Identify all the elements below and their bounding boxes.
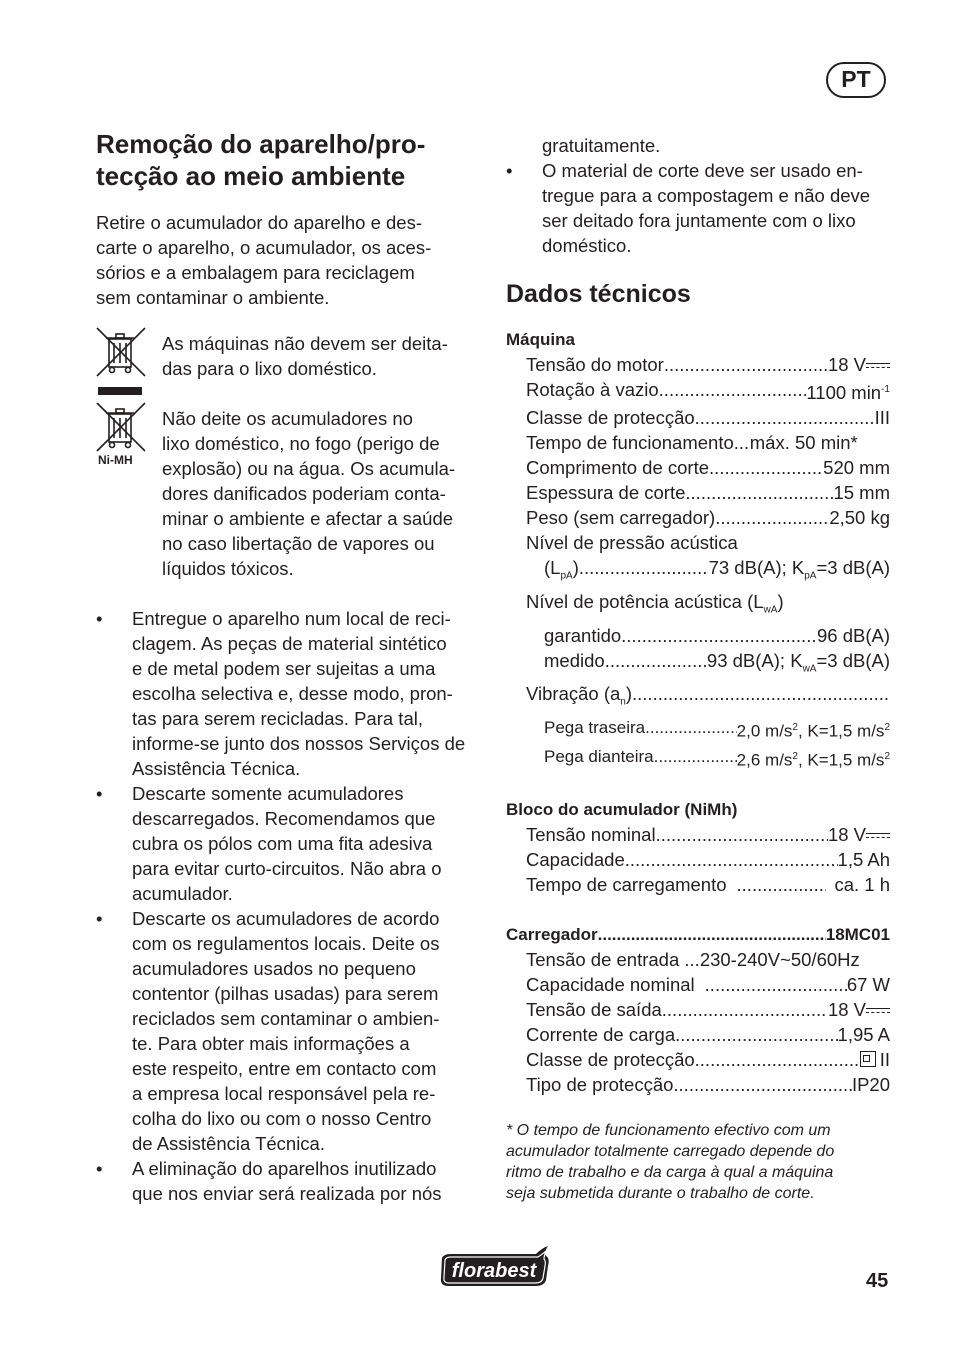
battery-notice: Ni-MH Não deite os acumuladores no lixo doméstico, no fogo (perigo de explosão) ou na água. Os acumula- dores danificados poderiam conta- minar o ambiente e afectar a saúde no caso libertação de vapores ou líquidos tóxicos. xyxy=(96,406,484,581)
spec-row xyxy=(506,430,890,455)
spec-row xyxy=(506,377,890,405)
logo-text: florabest xyxy=(451,1260,537,1282)
spec-label: Peso (sem carregador) xyxy=(526,507,716,529)
spec-label: Tipo de protecção xyxy=(526,1074,674,1096)
spec-row xyxy=(506,530,890,555)
spec-value: 2,0 $m/s^2$, K=1,5 $m/s^2$ xyxy=(736,721,890,741)
footnote: * O tempo de funcionamento efectivo com um acumulador totalmente carregado depende do ritmo de trabalho e da carga à qual a máquina seja submetida durante o trabalho de corte. xyxy=(506,1122,835,1203)
spec-label: Nível de pressão acústica xyxy=(526,532,738,554)
spec-label: Carregador xyxy=(506,925,598,945)
compost-bullet xyxy=(506,158,890,258)
spec-value: 15 mm xyxy=(833,482,890,504)
spec-row xyxy=(506,589,890,623)
spec-label: Corrente de carga xyxy=(526,1024,676,1046)
spec-value: 96 dB(A) xyxy=(816,624,890,646)
spec-row xyxy=(506,648,890,682)
spec-row xyxy=(506,681,890,715)
intro-paragraph: Retire o acumulador do aparelho e des- carte o aparelho, o acumulador, os aces- sórios e a embalagem para reciclagem sem contaminar o ambiente. xyxy=(96,212,432,308)
spec-label: Tempo de carregamento xyxy=(526,874,727,896)
page-number: 45 xyxy=(866,1270,889,1292)
list-item: • Descarte os acumuladores de acordo com os regulamentos locais. Deite os acumuladores usados no pequeno contentor (pilhas usadas) para serem reciclados sem contaminar o ambien- te. Para obter mais informações a este respeito, entre em contacto com a empresa local responsável pela re- colha do lixo ou com o nosso Centro de Assistência Técnica. xyxy=(96,908,440,1154)
spec-value: 18 V xyxy=(828,822,890,847)
spec-label: Tensão nominal xyxy=(526,824,656,846)
spec-value: 93 dB(A); $K_{wA}=3$ dB(A) xyxy=(706,649,890,675)
nimh-label: Ni-MH xyxy=(98,453,133,467)
spec-row xyxy=(506,405,890,430)
battery-specs xyxy=(506,797,890,897)
battery-heading: Bloco do acumulador (NiMh) xyxy=(506,800,738,820)
crossed-bin-nimh-icon xyxy=(96,402,146,468)
spec-value: 1100 $\min^{-1}$ xyxy=(806,382,890,404)
spec-value: 1,5 Ah xyxy=(837,849,890,871)
spec-value: 18 V xyxy=(828,352,890,377)
spec-row xyxy=(506,947,890,972)
title-line: Remoção do aparelho/pro- xyxy=(96,129,426,159)
spec-row xyxy=(506,972,890,997)
spec-value: 18 V xyxy=(828,997,890,1022)
list-item: • Entregue o aparelho num local de reci- clagem. As peças de material sintético e de metal podem ser sujeitas a uma escolha selectiva e, desse modo, pron- tas para serem recicladas. Para tal, informe-se junto dos nossos Serviços de Assistência Técnica. xyxy=(96,608,466,779)
machine-heading: Máquina xyxy=(506,330,575,349)
spec-row xyxy=(506,744,890,773)
spec-label: Classe de protecção xyxy=(526,1049,695,1071)
left-column xyxy=(96,128,484,1206)
spec-row xyxy=(506,715,890,744)
spec-label: Vibração $(a_n)$ xyxy=(526,683,633,708)
spec-value: ca. 1 h xyxy=(834,874,890,896)
section-title-disposal xyxy=(96,128,484,192)
dc-symbol-icon xyxy=(866,831,890,841)
spec-row xyxy=(506,352,890,377)
list-item: • O material de corte deve ser usado en- tregue para a compostagem e não deve ser deitado fora juntamente com o lixo doméstico. xyxy=(506,160,871,256)
spec-label: Rotação à vazio xyxy=(526,379,659,400)
spec-label: $(L_{pA})$ xyxy=(544,557,579,582)
spec-row xyxy=(506,1022,890,1047)
spec-value: 67 W xyxy=(846,974,890,996)
spec-label: Comprimento de corte xyxy=(526,457,710,479)
spec-label: Tensão do motor xyxy=(526,354,664,375)
spec-value: 18MC01 xyxy=(825,925,890,945)
spec-row xyxy=(506,822,890,847)
weee-notice: As máquinas não devem ser deita- das para o lixo doméstico. xyxy=(96,331,484,381)
spec-label: Tempo de funcionamento xyxy=(526,432,734,454)
spec-row xyxy=(506,555,890,589)
spec-row xyxy=(506,1072,890,1097)
spec-value: 2,6 $m/s^2$, K=1,5 $m/s^2$ xyxy=(736,750,890,770)
spec-value: 1,95 A xyxy=(837,1024,890,1046)
continued-text: gratuitamente. xyxy=(542,135,661,156)
dc-symbol-icon xyxy=(866,1006,890,1016)
spec-row xyxy=(506,455,890,480)
crossed-bin-icon xyxy=(96,327,146,399)
spec-label: garantido xyxy=(544,624,622,646)
machine-specs xyxy=(506,327,890,772)
spec-row xyxy=(506,847,890,872)
title-line: tecção ao meio ambiente xyxy=(96,161,406,191)
spec-value: máx. 50 min* xyxy=(749,432,858,454)
spec-value: 73 dB(A); $K_{pA}=3$ dB(A) xyxy=(708,557,890,582)
charger-heading xyxy=(506,922,890,947)
spec-row xyxy=(506,997,890,1022)
spec-label: Pega dianteira xyxy=(544,746,654,766)
spec-value: III xyxy=(874,407,890,429)
spec-label: Tensão de saída xyxy=(526,999,662,1021)
spec-label: medido xyxy=(544,649,605,671)
spec-label: Tensão de entrada ...230-240V~50/60Hz xyxy=(526,949,860,971)
spec-value: II xyxy=(860,1047,890,1072)
spec-row xyxy=(506,480,890,505)
spec-row xyxy=(506,623,890,648)
spec-value: 520 mm xyxy=(823,457,890,479)
list-item: • A eliminação do aparelhos inutilizado que nos enviar será realizada por nós xyxy=(96,1158,442,1204)
spec-label: Capacidade nominal xyxy=(526,974,695,996)
right-column xyxy=(506,128,890,1204)
spec-row xyxy=(506,1047,890,1072)
charger-specs xyxy=(506,922,890,1097)
spec-row xyxy=(506,505,890,530)
spec-value: 2,50 kg xyxy=(829,507,890,529)
spec-label: Nível de potência acústica $(L_{wA})$ xyxy=(526,590,784,616)
protection-class-ii-icon xyxy=(860,1051,876,1067)
language-badge: PT xyxy=(826,62,886,98)
spec-label: Classe de protecção xyxy=(526,407,695,429)
spec-label: Pega traseira xyxy=(544,717,646,737)
list-item: • Descarte somente acumuladores descarregados. Recomendamos que cubra os pólos com uma fita adesiva para evitar curto-circuitos. Não abra o acumulador. xyxy=(96,783,442,904)
spec-label: Espessura de corte xyxy=(526,482,686,504)
dc-symbol-icon xyxy=(866,361,890,371)
spec-label: Capacidade xyxy=(526,849,625,871)
spec-value: IP20 xyxy=(851,1074,890,1096)
florabest-logo xyxy=(438,1244,552,1290)
disposal-bullets xyxy=(96,606,484,1206)
spec-row xyxy=(506,872,890,897)
section-title-specs: Dados técnicos xyxy=(506,280,691,308)
